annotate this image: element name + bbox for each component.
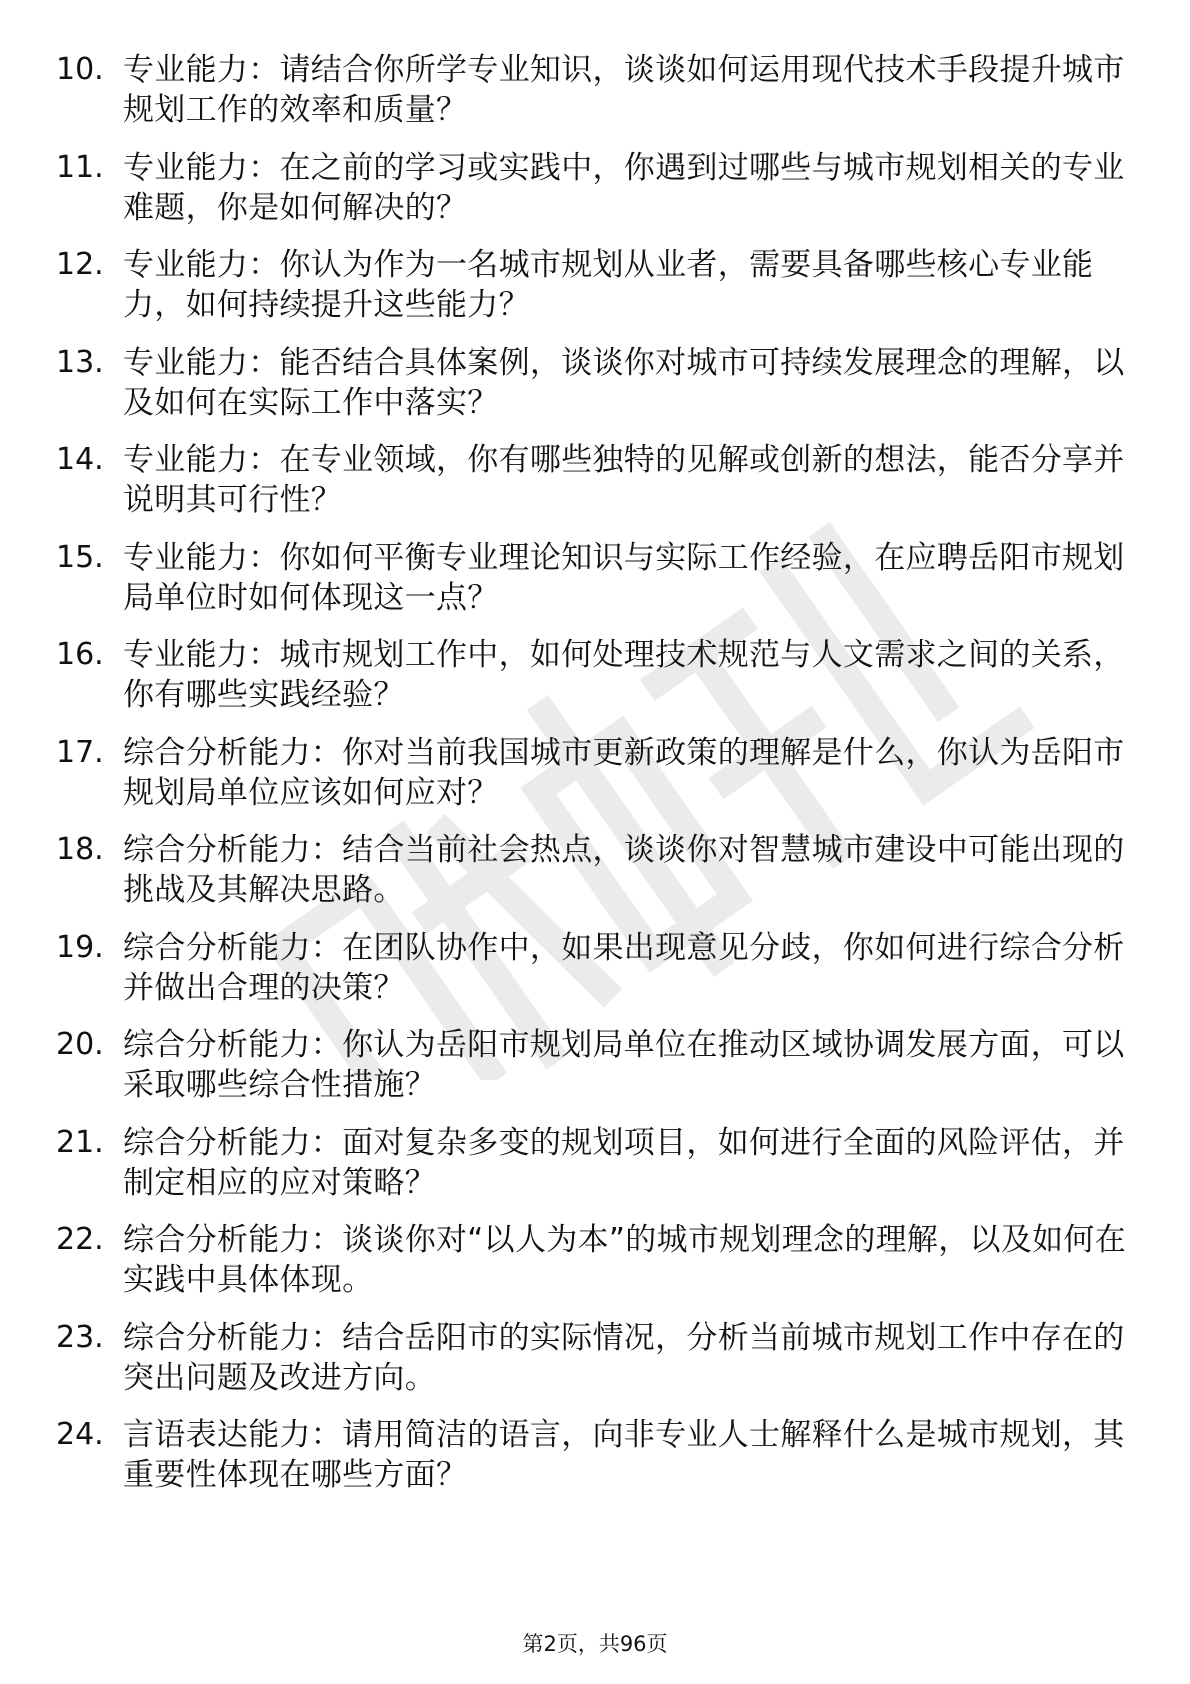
- question-category: 综合分析能力：: [123, 734, 343, 771]
- question-category: 综合分析能力：: [123, 929, 343, 966]
- page-number-footer: 第2页，共96页: [522, 1632, 668, 1656]
- question-body: [123, 343, 1133, 423]
- question-body: [123, 1025, 1133, 1105]
- question-category: 综合分析能力：: [123, 1124, 343, 1161]
- question-category: 综合分析能力：: [123, 1319, 343, 1356]
- question-item: [0, 245, 1190, 343]
- question-number: 14.: [56, 442, 104, 477]
- question-category: 言语表达能力：: [123, 1417, 343, 1453]
- question-text: 结合岳阳市的实际情况，分析当前城市规划工作中存在的突出问题及改进方向。: [123, 1319, 1125, 1396]
- question-text: 请用简洁的语言，向非专业人士解释什么是城市规划，其重要性体现在哪些方面？: [123, 1417, 1125, 1493]
- question-item: [0, 635, 1190, 733]
- question-body: [123, 1318, 1133, 1398]
- question-item: [0, 733, 1190, 831]
- question-item: [0, 440, 1190, 538]
- question-number: 23.: [56, 1319, 104, 1355]
- question-number: 13.: [56, 344, 104, 380]
- question-text: 你如何平衡专业理论知识与实际工作经验，在应聘岳阳市规划局单位时如何体现这一点？: [123, 539, 1125, 616]
- question-text: 你认为岳阳市规划局单位在推动区域协调发展方面，可以采取哪些综合性措施？: [123, 1027, 1125, 1103]
- question-category: 专业能力：: [123, 149, 280, 186]
- question-text: 请结合你所学专业知识，谈谈如何运用现代技术手段提升城市规划工作的效率和质量？: [123, 52, 1125, 128]
- question-item: [0, 50, 1190, 148]
- question-text: 面对复杂多变的规划项目，如何进行全面的风险评估，并制定相应的应对策略？: [123, 1124, 1125, 1201]
- question-text: 你对当前我国城市更新政策的理解是什么，你认为岳阳市规划局单位应该如何应对？: [123, 734, 1125, 811]
- question-number: 20.: [56, 1027, 104, 1062]
- question-category: 综合分析能力：: [123, 1027, 343, 1063]
- question-category: 专业能力：: [123, 52, 280, 88]
- question-text: 你认为作为一名城市规划从业者，需要具备哪些核心专业能力，如何持续提升这些能力？: [123, 247, 1094, 323]
- question-category: 专业能力：: [123, 344, 280, 381]
- question-body: [123, 1123, 1133, 1203]
- question-text: 在专业领域，你有哪些独特的见解或创新的想法，能否分享并说明其可行性？: [123, 442, 1125, 518]
- question-number: 16.: [56, 637, 104, 672]
- question-number: 21.: [56, 1124, 104, 1160]
- question-body: [123, 538, 1133, 618]
- question-body: [123, 733, 1133, 813]
- question-body: [123, 1220, 1133, 1300]
- question-text: 能否结合具体案例，谈谈你对城市可持续发展理念的理解，以及如何在实际工作中落实？: [123, 344, 1125, 421]
- question-number: 12.: [56, 247, 104, 282]
- question-item: [0, 1025, 1190, 1123]
- question-body: [123, 50, 1133, 130]
- question-number: 24.: [56, 1417, 104, 1452]
- question-number: 19.: [56, 929, 104, 965]
- question-body: [123, 1415, 1133, 1495]
- question-item: [0, 1318, 1190, 1416]
- question-item: [0, 928, 1190, 1026]
- question-category: 专业能力：: [123, 442, 280, 478]
- question-text: 城市规划工作中，如何处理技术规范与人文需求之间的关系，你有哪些实践经验？: [123, 637, 1125, 713]
- question-body: [123, 440, 1133, 520]
- question-item: [0, 148, 1190, 246]
- question-number: 22.: [56, 1222, 104, 1257]
- question-body: [123, 830, 1133, 910]
- question-item: [0, 538, 1190, 636]
- question-category: 专业能力：: [123, 247, 280, 283]
- question-item: [0, 343, 1190, 441]
- question-item: [0, 1415, 1190, 1513]
- question-body: [123, 148, 1133, 228]
- question-category: 专业能力：: [123, 637, 280, 673]
- question-text: 在团队协作中，如果出现意见分歧，你如何进行综合分析并做出合理的决策？: [123, 929, 1125, 1006]
- question-number: 15.: [56, 539, 104, 575]
- question-number: 10.: [56, 52, 104, 87]
- question-body: [123, 635, 1133, 715]
- question-body: [123, 928, 1133, 1008]
- question-body: [123, 245, 1133, 325]
- question-category: 综合分析能力：: [123, 832, 343, 868]
- question-number: 18.: [56, 832, 104, 867]
- question-list: [0, 50, 1190, 1513]
- question-text: 结合当前社会热点，谈谈你对智慧城市建设中可能出现的挑战及其解决思路。: [123, 832, 1125, 908]
- question-text: 谈谈你对“以人为本”的城市规划理念的理解，以及如何在实践中具体体现。: [123, 1222, 1127, 1298]
- question-number: 17.: [56, 734, 104, 770]
- question-number: 11.: [56, 149, 104, 185]
- question-category: 综合分析能力：: [123, 1222, 343, 1258]
- question-text: 在之前的学习或实践中，你遇到过哪些与城市规划相关的专业难题，你是如何解决的？: [123, 149, 1125, 226]
- question-item: [0, 1220, 1190, 1318]
- question-category: 专业能力：: [123, 539, 280, 576]
- question-item: [0, 830, 1190, 928]
- question-item: [0, 1123, 1190, 1221]
